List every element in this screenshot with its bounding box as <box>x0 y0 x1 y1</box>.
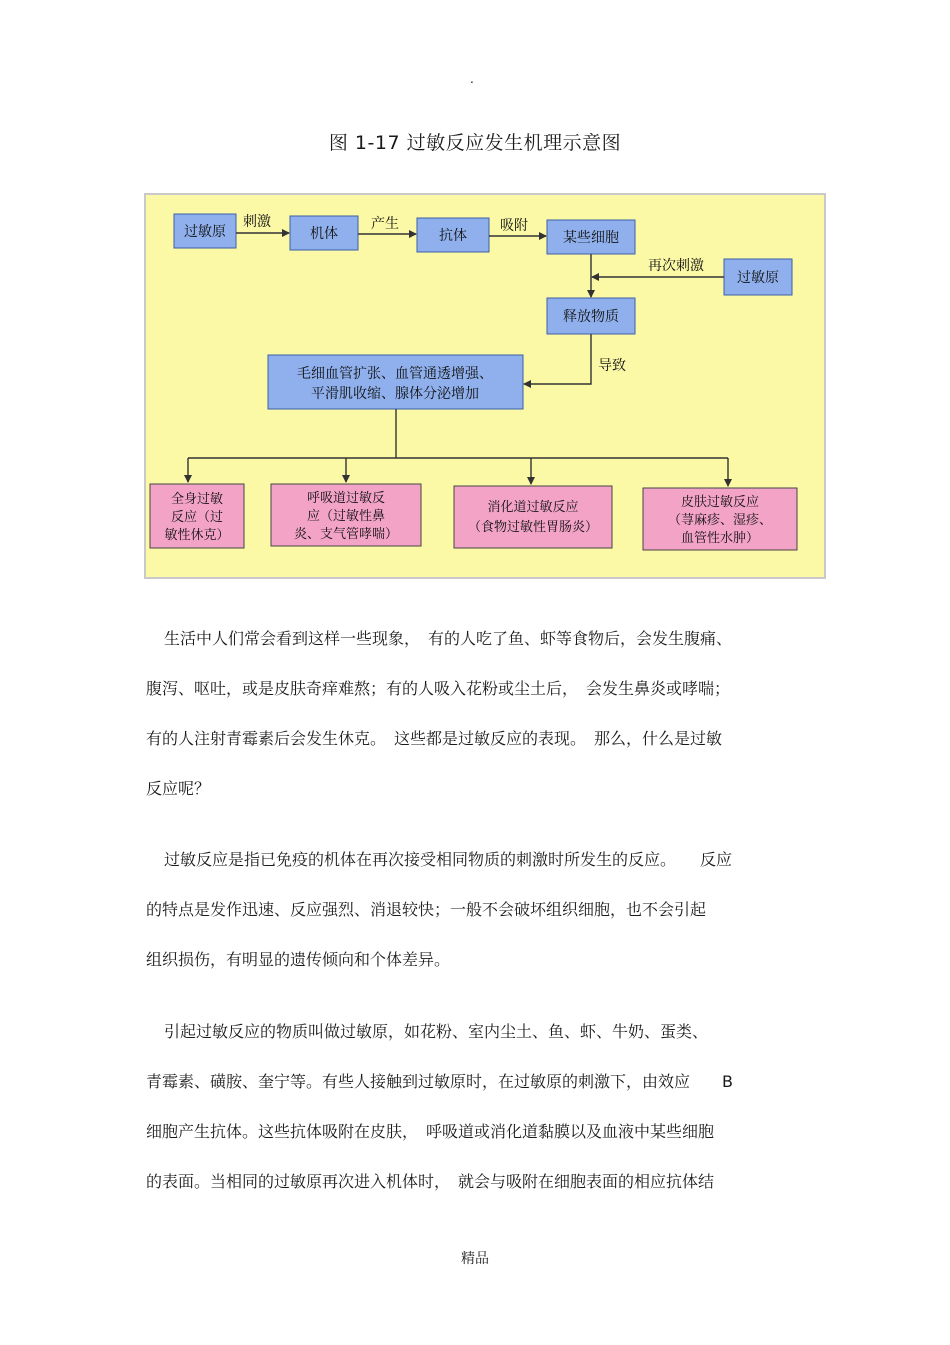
node-respiratory-line2: 应（过敏性鼻 <box>306 509 386 524</box>
edge-cause-label: 导致 <box>598 358 626 374</box>
paragraph-1-line-2: 腹泻、呕吐，或是皮肤奇痒难熬；有的人吸入花粉或尘土后， 会发生鼻炎或哮喘； <box>146 679 731 698</box>
node-cells-label: 某些细胞 <box>563 230 619 246</box>
paragraph-1-line-4: 反应呢？ <box>146 779 211 798</box>
node-digestive-line2: （食物过敏性胃肠炎） <box>467 520 599 535</box>
figure-caption: 图 1-17 过敏反应发生机理示意图 <box>328 132 622 154</box>
footer-label: 精品 <box>461 1251 489 1267</box>
node-digestive-line1: 消化道过敏反应 <box>487 500 579 515</box>
paragraph-3-line-4: 的表面。当相同的过敏原再次进入机体时， 就会与吸附在细胞表面的相应抗体结 <box>146 1172 715 1191</box>
paragraph-2-line-2: 的特点是发作迅速、反应强烈、消退较快；一般不会破坏组织细胞，也不会引起 <box>146 900 707 919</box>
node-respiratory-line1: 呼吸道过敏反 <box>306 491 386 506</box>
node-skin-line3: 血管性水肿） <box>680 531 760 546</box>
node-effects-line2: 平滑肌收缩、腺体分泌增加 <box>311 386 479 402</box>
node-allergen2-label: 过敏原 <box>737 270 779 286</box>
node-skin-line2: （荨麻疹、湿疹、 <box>667 513 773 528</box>
edge-restimulate-label: 再次刺激 <box>648 258 704 274</box>
edge-stimulate-label: 刺激 <box>243 214 271 230</box>
node-digestive-box <box>454 486 612 548</box>
paragraph-2-line-3: 组织损伤，有明显的遗传倾向和个体差异。 <box>146 950 451 969</box>
edge-adsorb-label: 吸附 <box>500 218 528 234</box>
paragraph-3-line-3: 细胞产生抗体。这些抗体吸附在皮肤， 呼吸道或消化道黏膜以及血液中某些细胞 <box>146 1122 715 1141</box>
node-systemic-line2: 反应（过 <box>170 510 224 525</box>
paragraph-1-line-1: 生活中人们常会看到这样一些现象， 有的人吃了鱼、虾等食物后，会发生腹痛、 <box>164 629 733 648</box>
node-antibody-label: 抗体 <box>439 228 467 244</box>
allergy-mechanism-diagram <box>143 192 829 582</box>
node-body-label: 机体 <box>310 226 338 242</box>
node-release-label: 释放物质 <box>563 309 619 325</box>
header-dot: . <box>470 72 474 86</box>
paragraph-1-line-3: 有的人注射青霉素后会发生休克。 这些都是过敏反应的表现。 那么，什么是过敏 <box>146 729 723 748</box>
paragraph-3-line-1: 引起过敏反应的物质叫做过敏原，如花粉、室内尘土、鱼、虾、牛奶、蛋类、 <box>164 1022 709 1041</box>
node-respiratory-line3: 炎、支气管哮喘） <box>293 527 399 542</box>
paragraph-3-line-2: 青霉素、磺胺、奎宁等。有些人接触到过敏原时，在过敏原的刺激下，由效应 B <box>146 1072 733 1091</box>
node-effects-line1: 毛细血管扩张、血管通透增强、 <box>297 366 493 382</box>
edge-produce-label: 产生 <box>371 216 399 232</box>
node-systemic-line1: 全身过敏 <box>170 492 224 507</box>
paragraph-2-line-1: 过敏反应是指已免疫的机体在再次接受相同物质的刺激时所发生的反应。 反应 <box>164 850 733 869</box>
node-systemic-line3: 敏性休克） <box>164 528 230 543</box>
node-allergen-label: 过敏原 <box>184 224 226 240</box>
node-skin-line1: 皮肤过敏反应 <box>680 495 760 510</box>
